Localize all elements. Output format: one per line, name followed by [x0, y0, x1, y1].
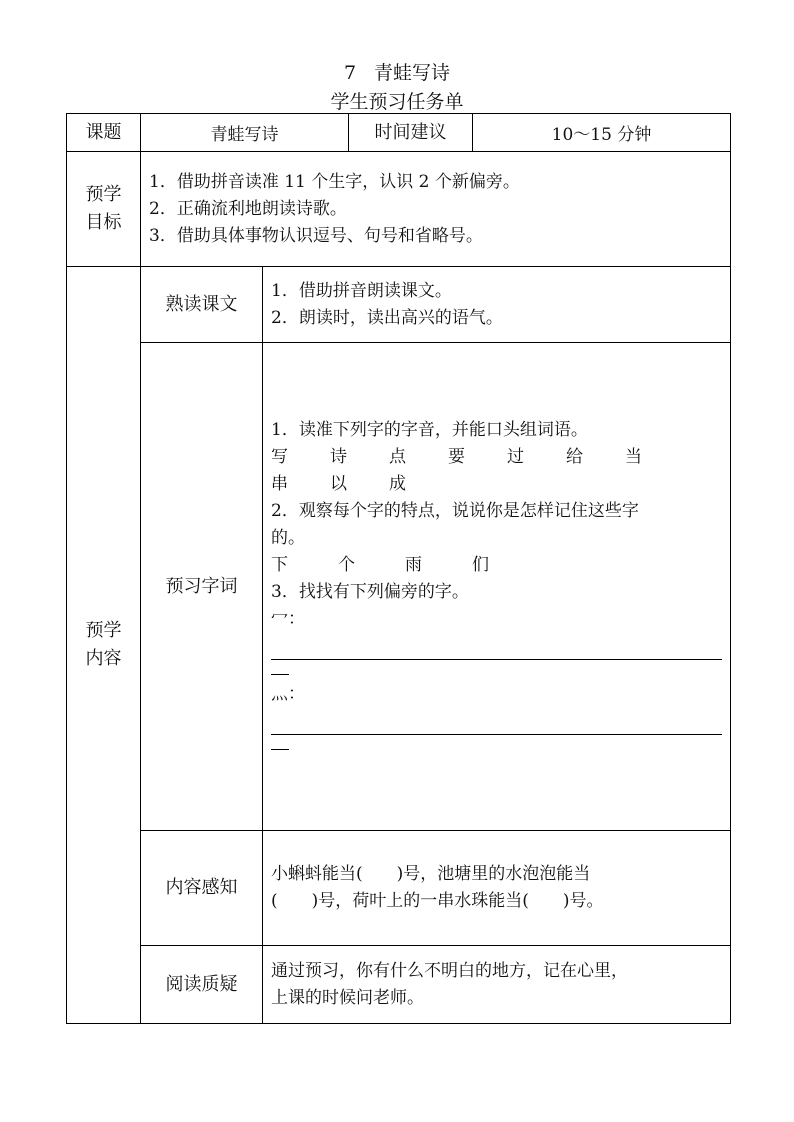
answer-line[interactable]	[271, 635, 722, 660]
lesson-name: 青蛙写诗	[374, 62, 451, 84]
goals-list	[141, 152, 731, 267]
time-value: 10～15 分钟	[473, 114, 731, 152]
chars-row-2: 串 以 成	[271, 474, 406, 494]
chars-row-1: 写 诗 点 要 过 给 当	[271, 447, 642, 467]
radical-mi: 冖：	[271, 609, 305, 629]
label-read: 熟读课文	[141, 267, 263, 343]
answer-line-tail	[271, 660, 289, 675]
question-content: 通过预习，你有什么不明白的地方，记在心里， 上课的时候问老师。	[263, 946, 731, 1024]
header-row	[67, 114, 731, 152]
answer-line[interactable]	[271, 710, 722, 735]
words-q1: 1．读准下列字的字音，并能口头组词语。	[271, 420, 588, 440]
perceive-row	[67, 831, 731, 946]
goal-item: 1．借助拼音读准 11 个生字，认识 2 个新偏旁。	[149, 171, 520, 192]
words-q2: 2．观察每个字的特点，说说你是怎样记住这些字	[271, 501, 639, 521]
topic-value: 青蛙写诗	[141, 114, 349, 152]
label-perceive: 内容感知	[141, 831, 263, 946]
words-content: 1．读准下列字的字音，并能口头组词语。 写 诗 点 要 过 给 当 串 以 成 2．观察每个字的特点，说说你是怎样记住这些字 的。 下 个 雨 们 3．找找有下列偏旁的字。 冖： 灬：	[263, 343, 731, 831]
question-row	[67, 946, 731, 1024]
read-list: 1．借助拼音朗读课文。 2．朗读时，读出高兴的语气。	[263, 267, 731, 343]
label-topic: 课题	[67, 114, 141, 152]
read-row	[67, 267, 731, 343]
perceive-content: 小蝌蚪能当( )号，池塘里的水泡泡能当 ( )号，荷叶上的一串水珠能当( )号。	[263, 831, 731, 946]
label-words: 预习字词	[141, 343, 263, 831]
label-content: 预学 内容	[67, 267, 141, 1024]
label-time: 时间建议	[349, 114, 473, 152]
answer-line-tail	[271, 735, 289, 750]
label-question: 阅读质疑	[141, 946, 263, 1024]
lesson-title	[0, 58, 794, 85]
goals-row	[67, 152, 731, 267]
worksheet-subtitle: 学生预习任务单	[330, 91, 464, 113]
goal-item: 2．正确流利地朗读诗歌。	[149, 198, 347, 219]
preview-task-table	[66, 113, 731, 1024]
radical-huo: 灬：	[271, 684, 305, 704]
goal-item: 3．借助具体事物认识逗号、句号和省略号。	[149, 225, 483, 246]
label-goals: 预学 目标	[67, 152, 141, 267]
chars-row-3: 下 个 雨 们	[271, 555, 489, 575]
words-q3: 3．找找有下列偏旁的字。	[271, 582, 469, 602]
words-row	[67, 343, 731, 831]
lesson-number: 7	[343, 62, 357, 84]
